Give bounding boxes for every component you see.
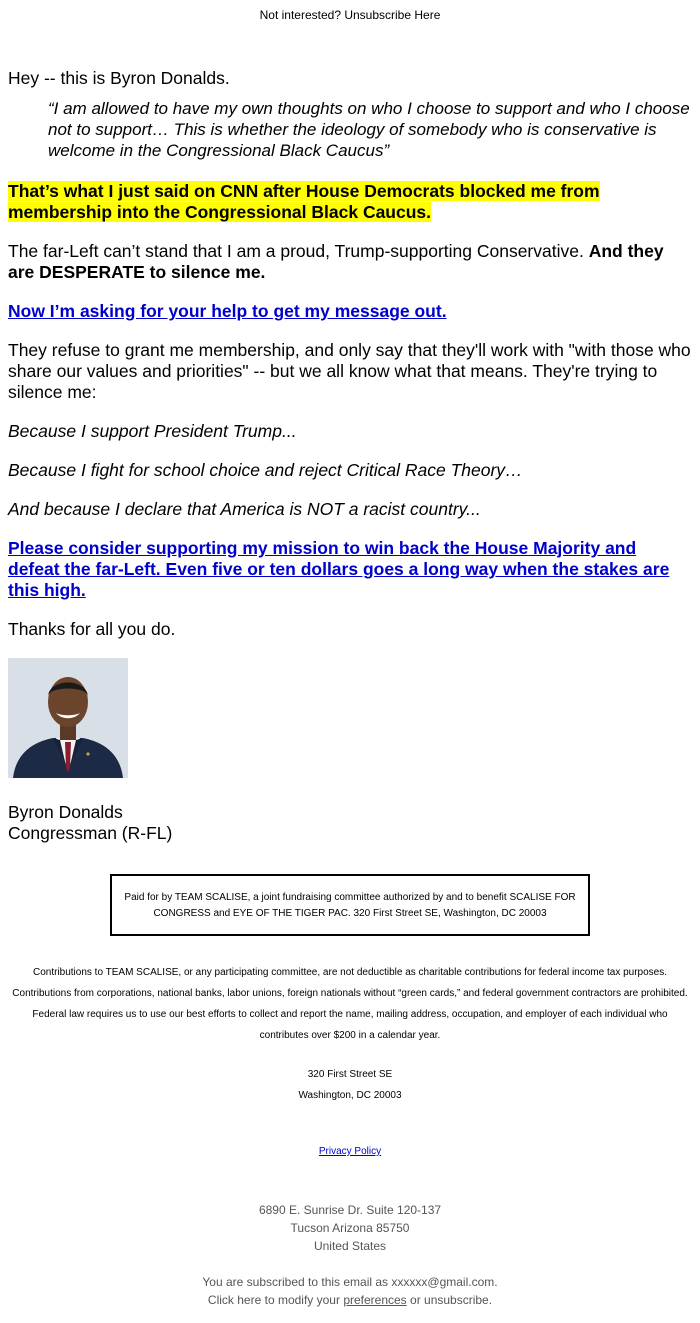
help-link[interactable]: Now I’m asking for your help to get my message out. [8,301,447,321]
subscription-footer [0,1273,700,1309]
modify-suffix: or unsubscribe. [406,1293,493,1307]
modify-preferences-line [0,1291,700,1309]
far-left-paragraph [8,241,692,283]
cnn-quote: “I am allowed to have my own thoughts on who I choose to support and who I choose not to support… This is whether the ideology of somebody who is conservative is welcome in the Congressional Black Caucus” [48,99,690,160]
privacy-policy-link[interactable]: Privacy Policy [318,1146,382,1157]
support-link[interactable]: Please consider supporting my mission to win back the House Majority and defeat the far-Left. Even five or ten dollars goes a long way when the stakes are this high. [8,538,670,600]
unsubscribe-header [0,0,700,30]
committee-address-line2: Washington, DC 20003 [298,1090,402,1101]
modify-prefix: Click here to modify your [207,1293,344,1307]
because-trump: Because I support President Trump... [8,421,297,441]
preferences-link[interactable]: preferences [343,1293,407,1307]
thanks-line: Thanks for all you do. [8,619,176,639]
paid-for-disclaimer: Paid for by TEAM SCALISE, a joint fundraising committee authorized by and to benefit SCALISE FOR CONGRESS and EYE OF THE TIGER PAC. 320 First Street SE, Washington, DC 20003 [110,874,590,936]
footer-address-line3: United States [313,1239,387,1253]
highlight-text: That’s what I just said on CNN after House Democrats blocked me from membership into the Congressional Black Caucus. [8,181,600,222]
because-america: And because I declare that America is NOT a racist country... [8,499,481,519]
footer-address-line1: 6890 E. Sunrise Dr. Suite 120-137 [258,1203,442,1217]
committee-address-line1: 320 First Street SE [307,1069,393,1080]
footer-address [0,1201,700,1255]
footer-address-line2: Tucson Arizona 85750 [290,1221,410,1235]
portrait-illustration [8,658,128,778]
signature-title: Congressman (R-FL) [8,823,173,843]
refuse-paragraph: They refuse to grant me membership, and only say that they'll work with "with those who share our values and priorities" -- but we all know what that means. They're trying to silence me: [8,340,691,402]
privacy-policy [0,1146,700,1157]
signature-name: Byron Donalds [8,802,123,822]
support-paragraph [8,538,692,601]
subscribed-email-line: You are subscribed to this email as xxxxxx@gmail.com. [202,1275,498,1289]
highlighted-statement [8,181,692,223]
because-school-choice: Because I fight for school choice and reject Critical Race Theory… [8,460,523,480]
greeting: Hey -- this is Byron Donalds. [8,68,230,88]
help-paragraph [8,301,692,322]
email-body [0,68,700,844]
far-left-bold: And they are DESPERATE to silence me. [8,241,664,282]
far-left-plain: The far-Left can’t stand that I am a proud, Trump-supporting Conservative. [8,241,589,261]
contribution-legal-text: Contributions to TEAM SCALISE, or any participating committee, are not deductible as charitable contributions for federal income tax purposes. Contributions from corporations, national banks, labor unions, foreign nationals without “green cards,” and federal government contractors are prohibited. Federal law requires us to use our best efforts to collect and report the name, mailing address, occupation, and employer of each individual who contributes over $200 in a calendar year. [12,967,688,1041]
unsubscribe-link[interactable]: Not interested? Unsubscribe Here [259,8,441,22]
congressman-photo [8,658,128,778]
committee-address [0,1064,700,1106]
